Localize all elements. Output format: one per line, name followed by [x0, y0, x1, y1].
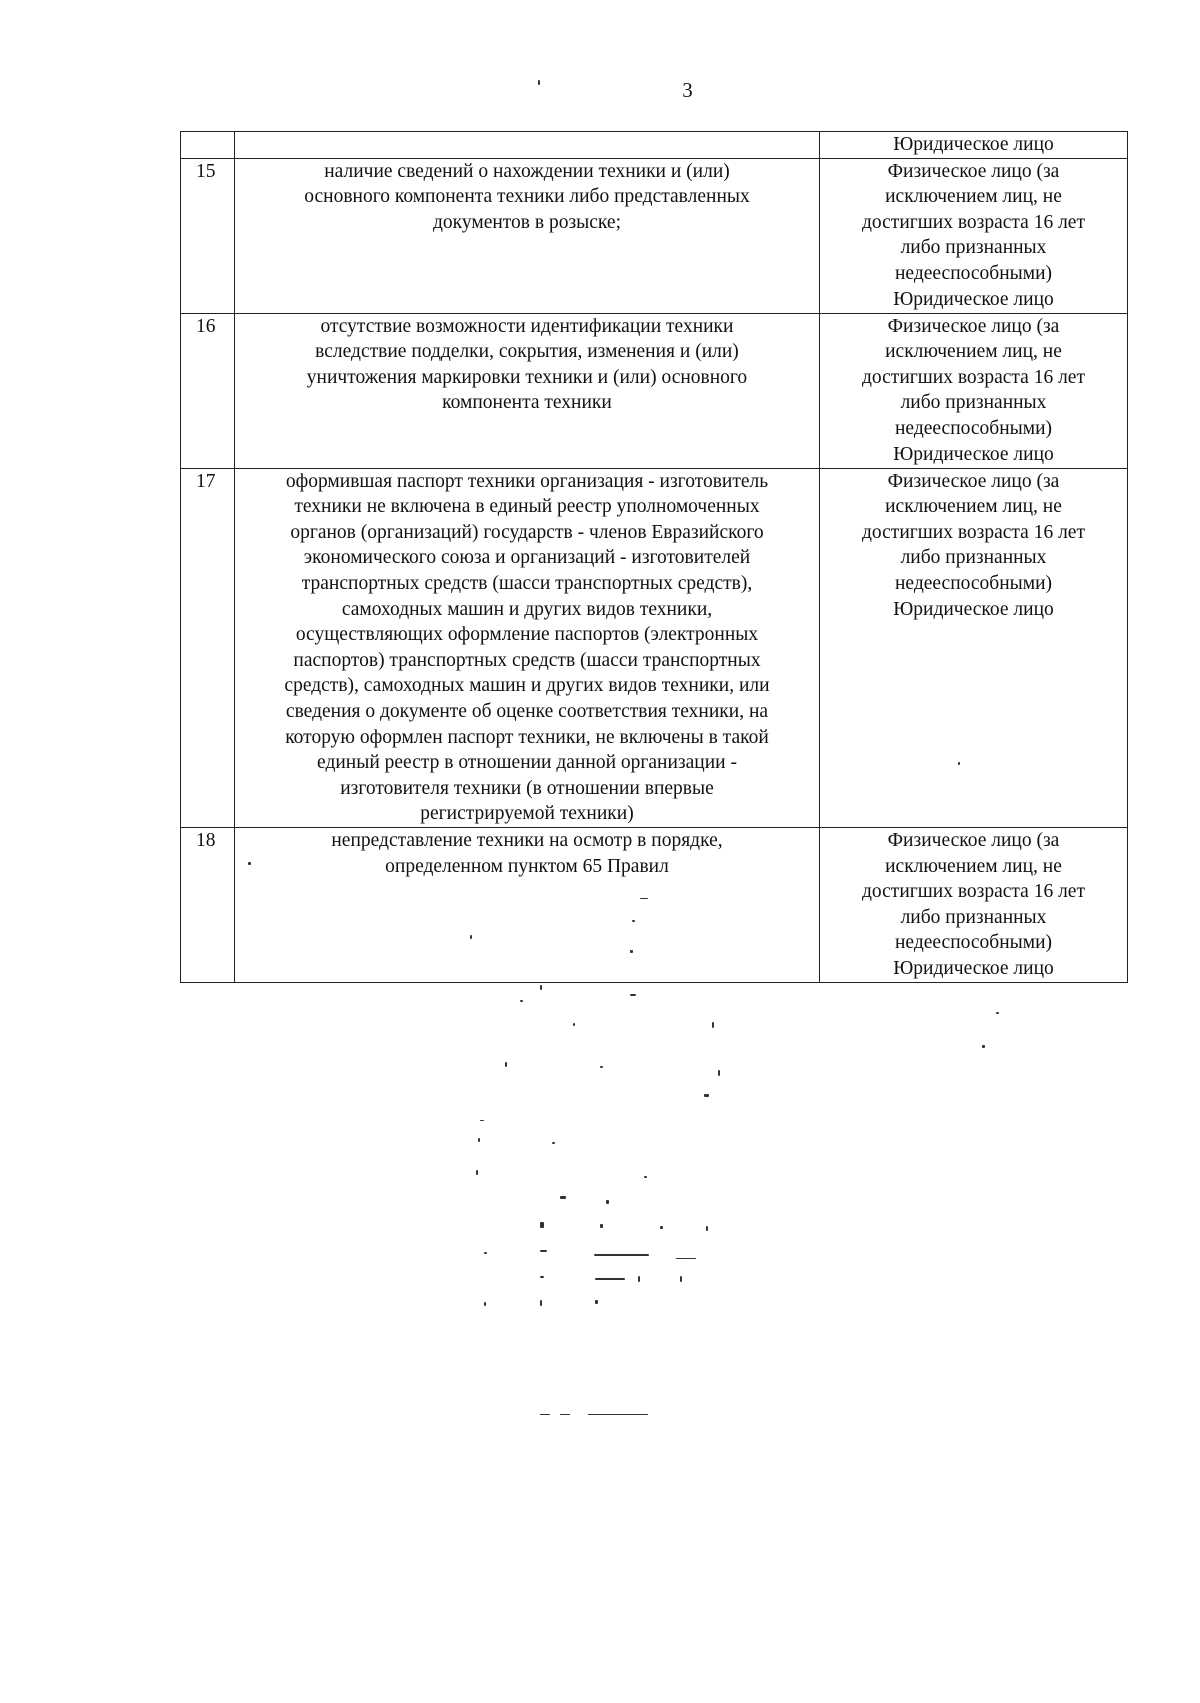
reason-line: транспортных средств (шасси транспортных средств), — [301, 572, 753, 594]
scan-speck — [505, 1062, 507, 1067]
subject-line: достигших возраста 16 лет — [861, 211, 1085, 233]
reason-cell — [235, 158, 820, 313]
scan-speck — [996, 1012, 999, 1014]
subject-line: Юридическое лицо — [893, 957, 1054, 979]
scan-speck — [595, 1278, 625, 1280]
table-row — [181, 468, 1128, 827]
scan-speck — [573, 1023, 575, 1026]
subject-line: Физическое лицо (за — [887, 160, 1060, 182]
reason-line: наличие сведений о нахождении техники и (или) — [324, 160, 730, 182]
reason-line: вследствие подделки, сокрытия, изменения и (или) — [315, 341, 739, 363]
reason-line: непредставление техники на осмотр в порядке, — [331, 829, 723, 851]
scan-speck — [630, 994, 636, 996]
reason-line: средств), самоходных машин и других видов техники, или — [284, 675, 770, 697]
row-number-cell: 18 — [181, 827, 235, 982]
scan-speck — [718, 1070, 720, 1076]
reason-line: оформившая паспорт техники организация - изготовитель — [285, 470, 769, 492]
reason-line: которую оформлен паспорт техники, не включены в такой — [285, 726, 769, 748]
subject-line: либо признанных — [900, 547, 1047, 569]
row-number-cell: 15 — [181, 158, 235, 313]
reason-line: документов в розыске; — [433, 211, 621, 233]
scan-speck — [540, 1250, 547, 1252]
reason-line: осуществляющих оформление паспортов (электронных — [295, 624, 759, 646]
scan-speck — [520, 1000, 523, 1002]
scan-speck — [982, 1045, 985, 1048]
subject-line: достигших возраста 16 лет — [861, 366, 1085, 388]
subject-line: исключением лиц, не — [885, 855, 1062, 877]
scan-speck — [594, 1254, 649, 1256]
subject-cell — [820, 132, 1128, 159]
scan-speck — [638, 1276, 640, 1282]
subject-line: недееспособными) — [894, 932, 1052, 954]
subject-line: Юридическое лицо — [893, 598, 1054, 620]
scan-speck — [958, 762, 960, 765]
scan-speck — [248, 862, 251, 865]
reason-cell — [235, 313, 820, 468]
scan-speck — [484, 1252, 487, 1254]
subject-line: либо признанных — [900, 906, 1047, 928]
scan-speck — [560, 1196, 566, 1199]
scan-speck — [632, 920, 635, 922]
scan-speck — [540, 1414, 550, 1415]
scan-speck — [478, 1138, 480, 1142]
reason-line: отсутствие возможности идентификации техники — [320, 315, 734, 337]
row-number-cell: 16 — [181, 313, 235, 468]
reason-line: основного компонента техники либо представленных — [304, 186, 750, 208]
subject-line: исключением лиц, не — [885, 341, 1062, 363]
scan-speck — [595, 1300, 598, 1304]
row-number-cell — [181, 132, 235, 159]
subject-line: Юридическое лицо — [893, 134, 1054, 155]
subject-line: Юридическое лицо — [893, 443, 1054, 465]
reason-line: единый реестр в отношении данной организации - — [317, 752, 737, 774]
table-row — [181, 313, 1128, 468]
subject-line: Физическое лицо (за — [887, 315, 1060, 337]
reason-line: регистрируемой техники) — [420, 803, 634, 825]
table-row-continuation — [181, 132, 1128, 159]
reason-line: компонента техники — [442, 392, 612, 414]
page-number: 3 — [682, 78, 693, 102]
scan-speck — [540, 1300, 542, 1306]
reason-cell — [235, 132, 820, 159]
scan-speck — [660, 1226, 663, 1229]
scan-speck — [484, 1302, 486, 1306]
scan-speck — [476, 1170, 478, 1175]
reason-line: изготовителя техники (в отношении впервые — [340, 777, 714, 799]
scan-speck — [644, 1176, 647, 1178]
reason-line: экономического союза и организаций - изготовителей — [303, 547, 751, 569]
scan-speck — [552, 1142, 555, 1144]
scan-speck — [606, 1200, 609, 1204]
subject-line: недееспособными) — [894, 262, 1052, 284]
reason-line: органов (организаций) государств - членов Евразийского — [290, 521, 764, 543]
scan-speck — [640, 898, 648, 899]
reason-line: самоходных машин и других видов техники, — [341, 598, 713, 620]
scan-speck — [600, 1224, 603, 1228]
scan-speck — [540, 1276, 544, 1278]
scan-speck — [704, 1094, 709, 1097]
subject-line: Юридическое лицо — [893, 288, 1054, 310]
subject-line: недееспособными) — [894, 572, 1052, 594]
scan-speck — [600, 1066, 603, 1068]
subject-cell — [820, 468, 1128, 827]
subject-line: достигших возраста 16 лет — [861, 881, 1085, 903]
subject-line: недееспособными) — [894, 417, 1052, 439]
scan-speck — [588, 1414, 648, 1415]
reason-line: техники не включена в единый реестр уполномоченных — [294, 496, 760, 518]
scan-speck — [480, 1120, 484, 1121]
subject-line: исключением лиц, не — [885, 186, 1062, 208]
subject-line: либо признанных — [900, 237, 1047, 259]
scan-speck — [680, 1276, 682, 1282]
subject-cell — [820, 827, 1128, 982]
table-row — [181, 827, 1128, 982]
scan-speck — [470, 935, 472, 939]
reason-line: сведения о документе об оценке соответствия техники, на — [285, 700, 769, 722]
table-row — [181, 158, 1128, 313]
row-number-cell: 17 — [181, 468, 235, 827]
subject-line: исключением лиц, не — [885, 496, 1062, 518]
scan-speck — [560, 1414, 570, 1415]
reason-cell — [235, 827, 820, 982]
scan-speck — [540, 985, 542, 990]
subject-line: Физическое лицо (за — [887, 829, 1060, 851]
reason-line: определенном пунктом 65 Правил — [385, 855, 669, 877]
scan-speck — [630, 950, 633, 953]
scan-speck — [540, 1222, 544, 1228]
scan-speck — [538, 80, 540, 85]
reason-line: паспортов) транспортных средств (шасси транспортных — [293, 649, 761, 671]
grounds-table — [180, 131, 1128, 983]
scan-speck — [706, 1226, 708, 1231]
scan-speck — [712, 1022, 714, 1028]
subject-line: Физическое лицо (за — [887, 470, 1060, 492]
subject-cell — [820, 158, 1128, 313]
subject-line: достигших возраста 16 лет — [861, 521, 1085, 543]
subject-cell — [820, 313, 1128, 468]
subject-line: либо признанных — [900, 392, 1047, 414]
reason-cell — [235, 468, 820, 827]
scan-speck — [676, 1258, 696, 1259]
reason-line: уничтожения маркировки техники и (или) основного — [306, 366, 748, 388]
